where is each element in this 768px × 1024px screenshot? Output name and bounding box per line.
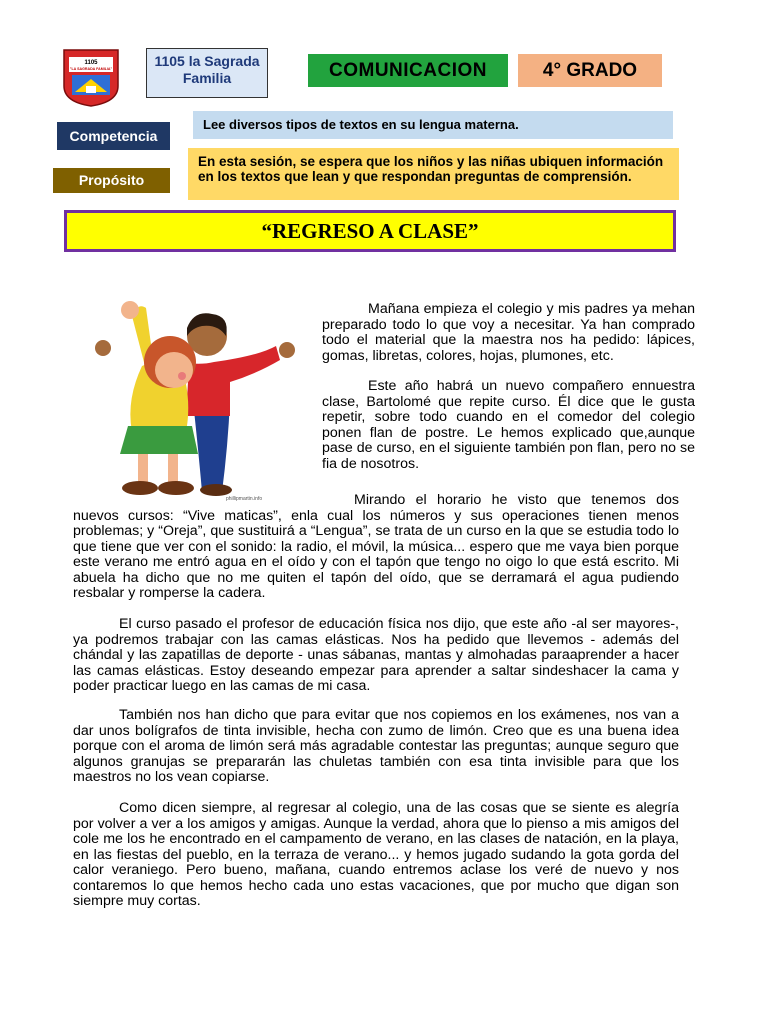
children-hugging-illustration <box>90 296 302 504</box>
competencia-text: Lee diversos tipos de textos en su lengua materna. <box>193 111 673 139</box>
school-logo <box>60 46 122 108</box>
paragraph-4: El curso pasado el profesor de educación física nos dijo, que este año -al ser mayores-, ya podremos trabajar con las camas elásticas. Nos ha pedido que llevemos - además del chándal y las zapatillas de deporte - unas sábanas, mantas y almohadas paraaprender a hacer las camas elásticas. Estoy deseando empezar para aprender a saltar sindeshacer la cama y poder practicar luego en las camas de mi casa. <box>73 616 679 694</box>
competencia-label: Competencia <box>57 122 170 150</box>
paragraph-2: Este año habrá un nuevo compañero ennuestra clase, Bartolomé que repite curso. Él dice que le gusta repetir, sobre todo cuando en el comedor del colegio ponen flan de postre. Le hemos explicado que,aunque pase de curso, en el siguiente también pon flan, pero no se fia de nosotros. <box>322 378 695 472</box>
logo-number: 1105 <box>84 60 98 66</box>
school-name: 1105 la Sagrada Familia <box>154 53 260 86</box>
illustration-credit: phillipmartin.info <box>226 496 263 502</box>
paragraph-6: Como dicen siempre, al regresar al colegio, una de las cosas que se siente es alegría por volver a ver a los amigos y amigas. Aunque la verdad, ahora que lo pienso a mis amigos del cole me los he encontrado en el campamento de verano, en las clases de natación, en la playa, en las fiestas del pueblo, en la terraza de verano... y hemos jugado sudando la gota gorda del calor veraniego. Pero bueno, mañana, cuando entremos aclase los veré de nuevo y nos contaremos lo que hemos hecho cada uno estas vacaciones, que por mucho que digan son siempre muy cortas. <box>73 800 679 909</box>
proposito-text: En esta sesión, se espera que los niños y las niñas ubiquen información en los textos que lean y que respondan preguntas de comprensión. <box>188 148 679 200</box>
paragraph-3: Mirando el horario he visto que tenemos dos nuevos cursos: “Vive maticas”, enla cual los números y sus operaciones tienen menos problemas; y “Oreja”, que sustituirá a “Lengua”, se trata de un curso en la que se estudia todo lo que tiene que ver con el sonido: la radio, el móvil, la música... espero que me vaya bien porque este verano me entró agua en el oído y con el tapón que tengo no oigo lo que está escrito. Mi abuela ha dicho que no me quiten el tapón del oído, que se derramará el agua pudiendo resbalar y romperse la cadera. <box>73 492 679 601</box>
grade-badge: 4° GRADO <box>518 54 662 87</box>
subject-badge: COMUNICACION <box>308 54 508 87</box>
paragraph-5: También nos han dicho que para evitar que nos copiemos en los exámenes, nos van a dar unos bolígrafos de tinta invisible, hecha con zumo de limón. Creo que es una buena idea porque con el aroma de limón será más agradable contestar las preguntas; aunque seguro que algunos granujas se prepararán las chuletas también con esa tinta invisible para que los maestros no los vean copiarse. <box>73 707 679 785</box>
paragraph-1: Mañana empieza el colegio y mis padres ya mehan preparado todo lo que voy a necesitar. Ya han comprado todo el material que la maestra nos ha pedido: lápices, gomas, libretas, colores, hojas, plumones, etc. <box>322 301 695 364</box>
proposito-label: Propósito <box>53 168 170 193</box>
logo-name: "LA SAGRADA FAMILIA" <box>69 67 113 71</box>
reading-title: “REGRESO A CLASE” <box>64 210 676 252</box>
school-name-box <box>146 48 268 98</box>
